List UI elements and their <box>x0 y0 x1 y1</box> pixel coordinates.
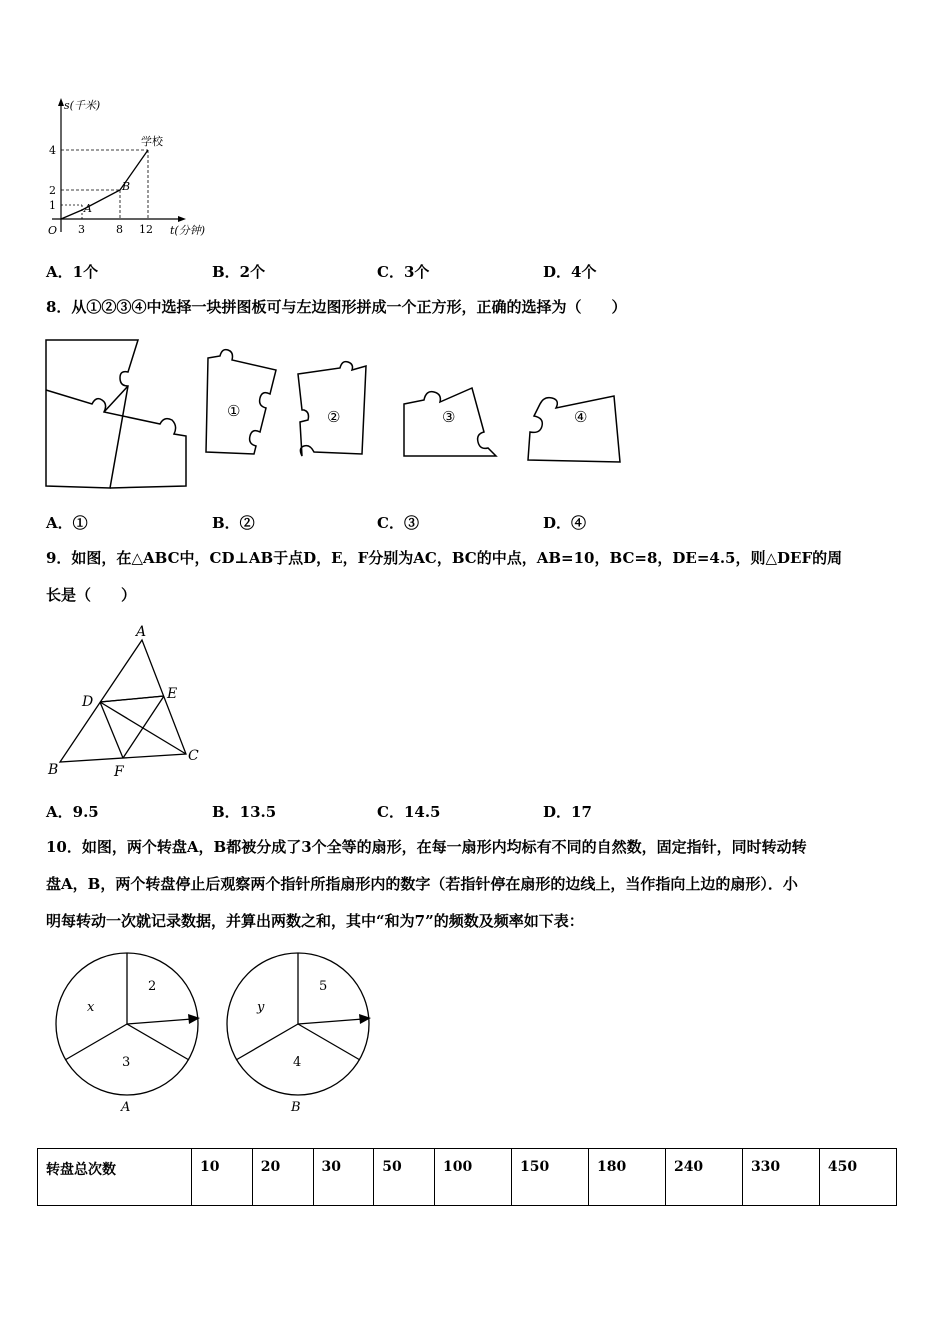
table-header-cell: 转盘总次数 <box>38 1149 192 1206</box>
puzzle-figure <box>40 332 630 492</box>
piece-1-label: ① <box>227 402 241 420</box>
spinner-b-sector-y: y <box>257 1000 265 1015</box>
q9-question-line2: 长是（ ） <box>46 586 137 604</box>
spinner-a-sector-x: x <box>87 1000 95 1015</box>
q8-option-c[interactable]: C．③ <box>377 514 419 532</box>
travel-line <box>61 150 148 219</box>
school-label: 学校 <box>141 135 163 148</box>
q9-option-c[interactable]: C．14.5 <box>377 803 441 821</box>
spinner-b-sector-4: 4 <box>293 1055 302 1070</box>
piece-2-label: ② <box>327 408 341 426</box>
q7-option-b[interactable]: B．2个 <box>212 263 266 281</box>
y-tick-4: 4 <box>49 144 56 157</box>
triangle-figure <box>40 622 210 782</box>
segment-ef <box>123 696 164 758</box>
table-cell: 180 <box>588 1149 665 1206</box>
table-row <box>38 1149 897 1206</box>
q9-option-a[interactable]: A．9.5 <box>46 803 99 821</box>
puzzle-piece-1 <box>206 350 276 454</box>
q9-option-b[interactable]: B．13.5 <box>212 803 277 821</box>
table-cell: 50 <box>374 1149 435 1206</box>
frequency-table <box>37 1148 897 1206</box>
x-tick-8: 8 <box>116 223 123 236</box>
x-tick-3: 3 <box>78 223 85 236</box>
q10-question-line3: 明每转动一次就记录数据，并算出两数之和，其中“和为7”的频数及频率如下表： <box>46 912 584 930</box>
puzzle-piece-4 <box>528 396 620 462</box>
point-f-label: F <box>114 764 124 780</box>
spinner-b-sector-5: 5 <box>319 979 328 994</box>
q8-option-d[interactable]: D．④ <box>543 514 587 532</box>
segment-df <box>100 702 123 758</box>
q9-option-d[interactable]: D．17 <box>543 803 592 821</box>
y-tick-1: 1 <box>49 199 56 212</box>
spinner-a-pointer <box>127 1019 192 1024</box>
x-axis-label: t(分钟) <box>170 224 206 237</box>
piece-4-label: ④ <box>574 408 588 426</box>
point-d-label: D <box>82 694 94 710</box>
spinner-a <box>56 953 198 1095</box>
spinner-b-pointer <box>298 1019 363 1024</box>
vertex-c-label: C <box>188 748 199 764</box>
point-a-label: A <box>84 202 92 215</box>
table-cell: 450 <box>819 1149 896 1206</box>
point-e-label: E <box>167 686 178 702</box>
y-tick-2: 2 <box>49 184 56 197</box>
table-cell: 100 <box>435 1149 512 1206</box>
q8-question: 8．从①②③④中选择一块拼图板可与左边图形拼成一个正方形，正确的选择为（ ） <box>46 298 627 316</box>
spinner-b-label: B <box>291 1100 301 1115</box>
x-axis-arrow <box>178 216 186 222</box>
left-puzzle-shape <box>46 340 186 488</box>
distance-time-graph <box>40 92 220 247</box>
y-axis-label: s(千米) <box>64 99 101 112</box>
vertex-a-label: A <box>136 624 147 640</box>
spinner-a-sector-2: 2 <box>148 979 157 994</box>
q7-option-a[interactable]: A．1个 <box>46 263 99 281</box>
q10-question-line2: 盘A，B，两个转盘停止后观察两个指针所指扇形内的数字（若指针停在扇形的边线上，当作指向上边的扇形）．小 <box>46 875 798 893</box>
q7-option-d[interactable]: D．4个 <box>543 263 597 281</box>
x-tick-12: 12 <box>139 223 153 236</box>
piece-3-label: ③ <box>442 408 456 426</box>
table-cell: 30 <box>313 1149 374 1206</box>
table-cell: 20 <box>252 1149 313 1206</box>
table-cell: 10 <box>192 1149 253 1206</box>
table-cell: 150 <box>511 1149 588 1206</box>
spinner-a-label: A <box>121 1100 131 1115</box>
table-cell: 240 <box>665 1149 742 1206</box>
q9-question-line1: 9．如图，在△ABC中，CD⊥AB于点D，E，F分别为AC，BC的中点，AB=10，BC=8，DE=4.5，则△DEF的周 <box>46 549 843 567</box>
segment-midline <box>100 696 164 702</box>
q10-question-line1: 10．如图，两个转盘A，B都被分成了3个全等的扇形，在每一扇形内均标有不同的自然数，固定指针，同时转动转 <box>46 838 807 856</box>
point-b-label: B <box>122 180 131 193</box>
q7-option-c[interactable]: C．3个 <box>377 263 430 281</box>
origin-label: O <box>48 224 58 237</box>
spinner-b <box>227 953 369 1095</box>
spinner-a-sector-3: 3 <box>122 1055 131 1070</box>
spinners-figure <box>50 948 380 1118</box>
table-cell: 330 <box>742 1149 819 1206</box>
vertex-b-label: B <box>48 762 59 778</box>
q8-option-b[interactable]: B．② <box>212 514 255 532</box>
q8-option-a[interactable]: A．① <box>46 514 88 532</box>
